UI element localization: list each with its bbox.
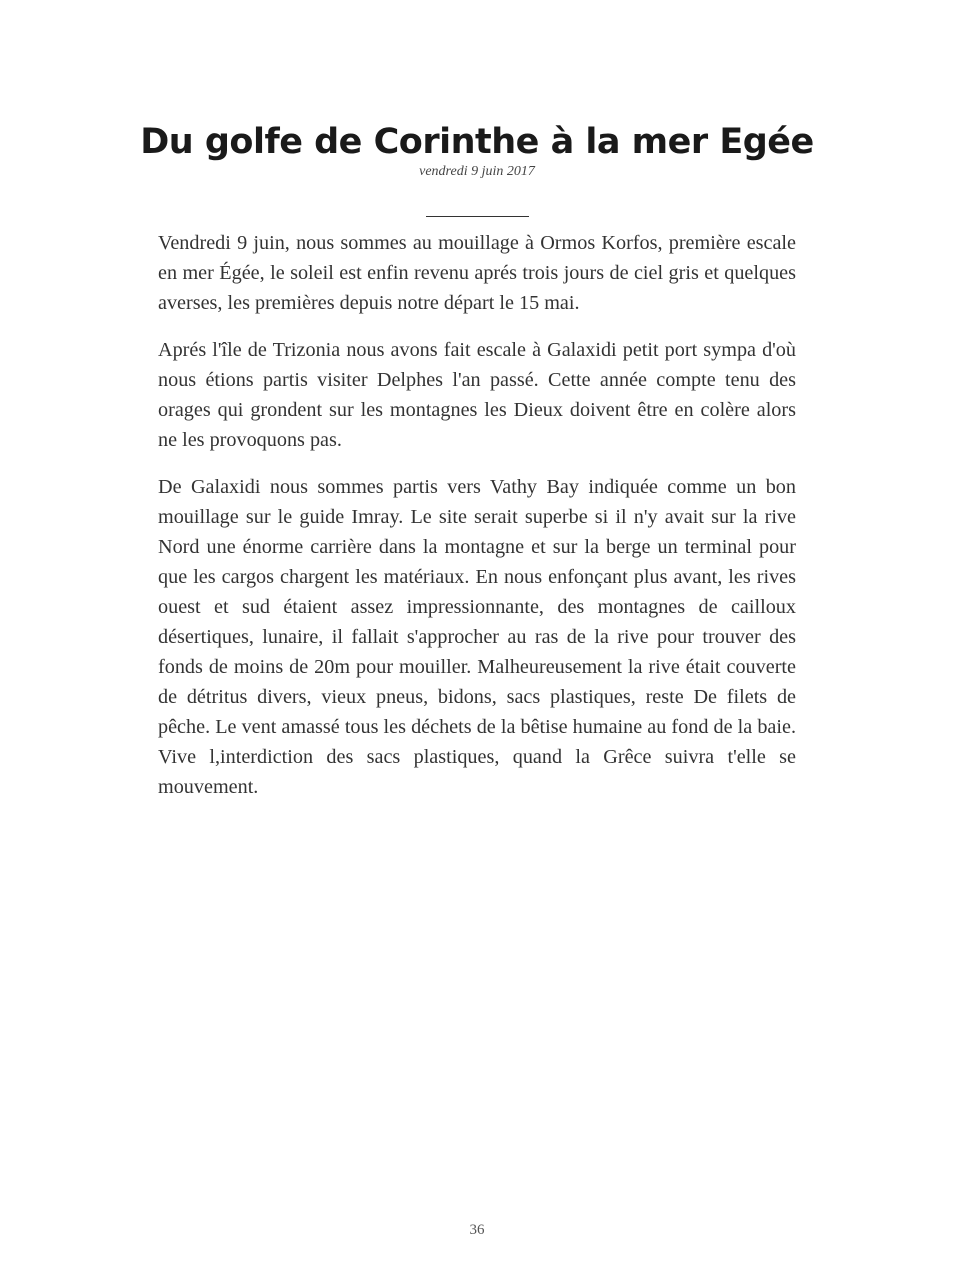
- title-separator: [426, 216, 529, 217]
- article-date: vendredi 9 juin 2017: [419, 164, 535, 179]
- paragraph: Aprés l'île de Trizonia nous avons fait escale à Galaxidi petit port sympa d'où nous étions partis visiter Delphes l'an passé. Cette année compte tenu des orages qui grondent sur les montagnes les Dieux doivent être en colère alors ne les provoquons pas.: [158, 339, 796, 451]
- paragraph: De Galaxidi nous sommes partis vers Vathy Bay indiquée comme un bon mouillage sur le guide Imray. Le site serait superbe si il n'y avait sur la rive Nord une énorme carrière dans la montagne et sur la berge un terminal pour que les cargos chargent les matériaux. En nous enfonçant plus avant, les rives ouest et sud étaient assez impressionnante, des montagnes de cailloux désertiques, lunaire, il fallait s'approcher au ras de la rive pour trouver des fonds de moins de 20m pour mouiller. Malheureusement la rive était couverte de détritus divers, vieux pneus, bidons, sacs plastiques, reste De filets de pêche. Le vent amassé tous les déchets de la bêtise humaine au fond de la baie. Vive l,interdiction des sacs plastiques, quand la Grêce suivra t'elle se mouvement.: [158, 476, 796, 798]
- article-body: [158, 228, 796, 819]
- page-number: 36: [469, 1222, 485, 1238]
- page-title: Du golfe de Corinthe à la mer Egée: [140, 122, 814, 162]
- paragraph: Vendredi 9 juin, nous sommes au mouillage à Ormos Korfos, première escale en mer Égée, le soleil est enfin revenu aprés trois jours de ciel gris et quelques averses, les premières depuis notre départ le 15 mai.: [158, 232, 796, 314]
